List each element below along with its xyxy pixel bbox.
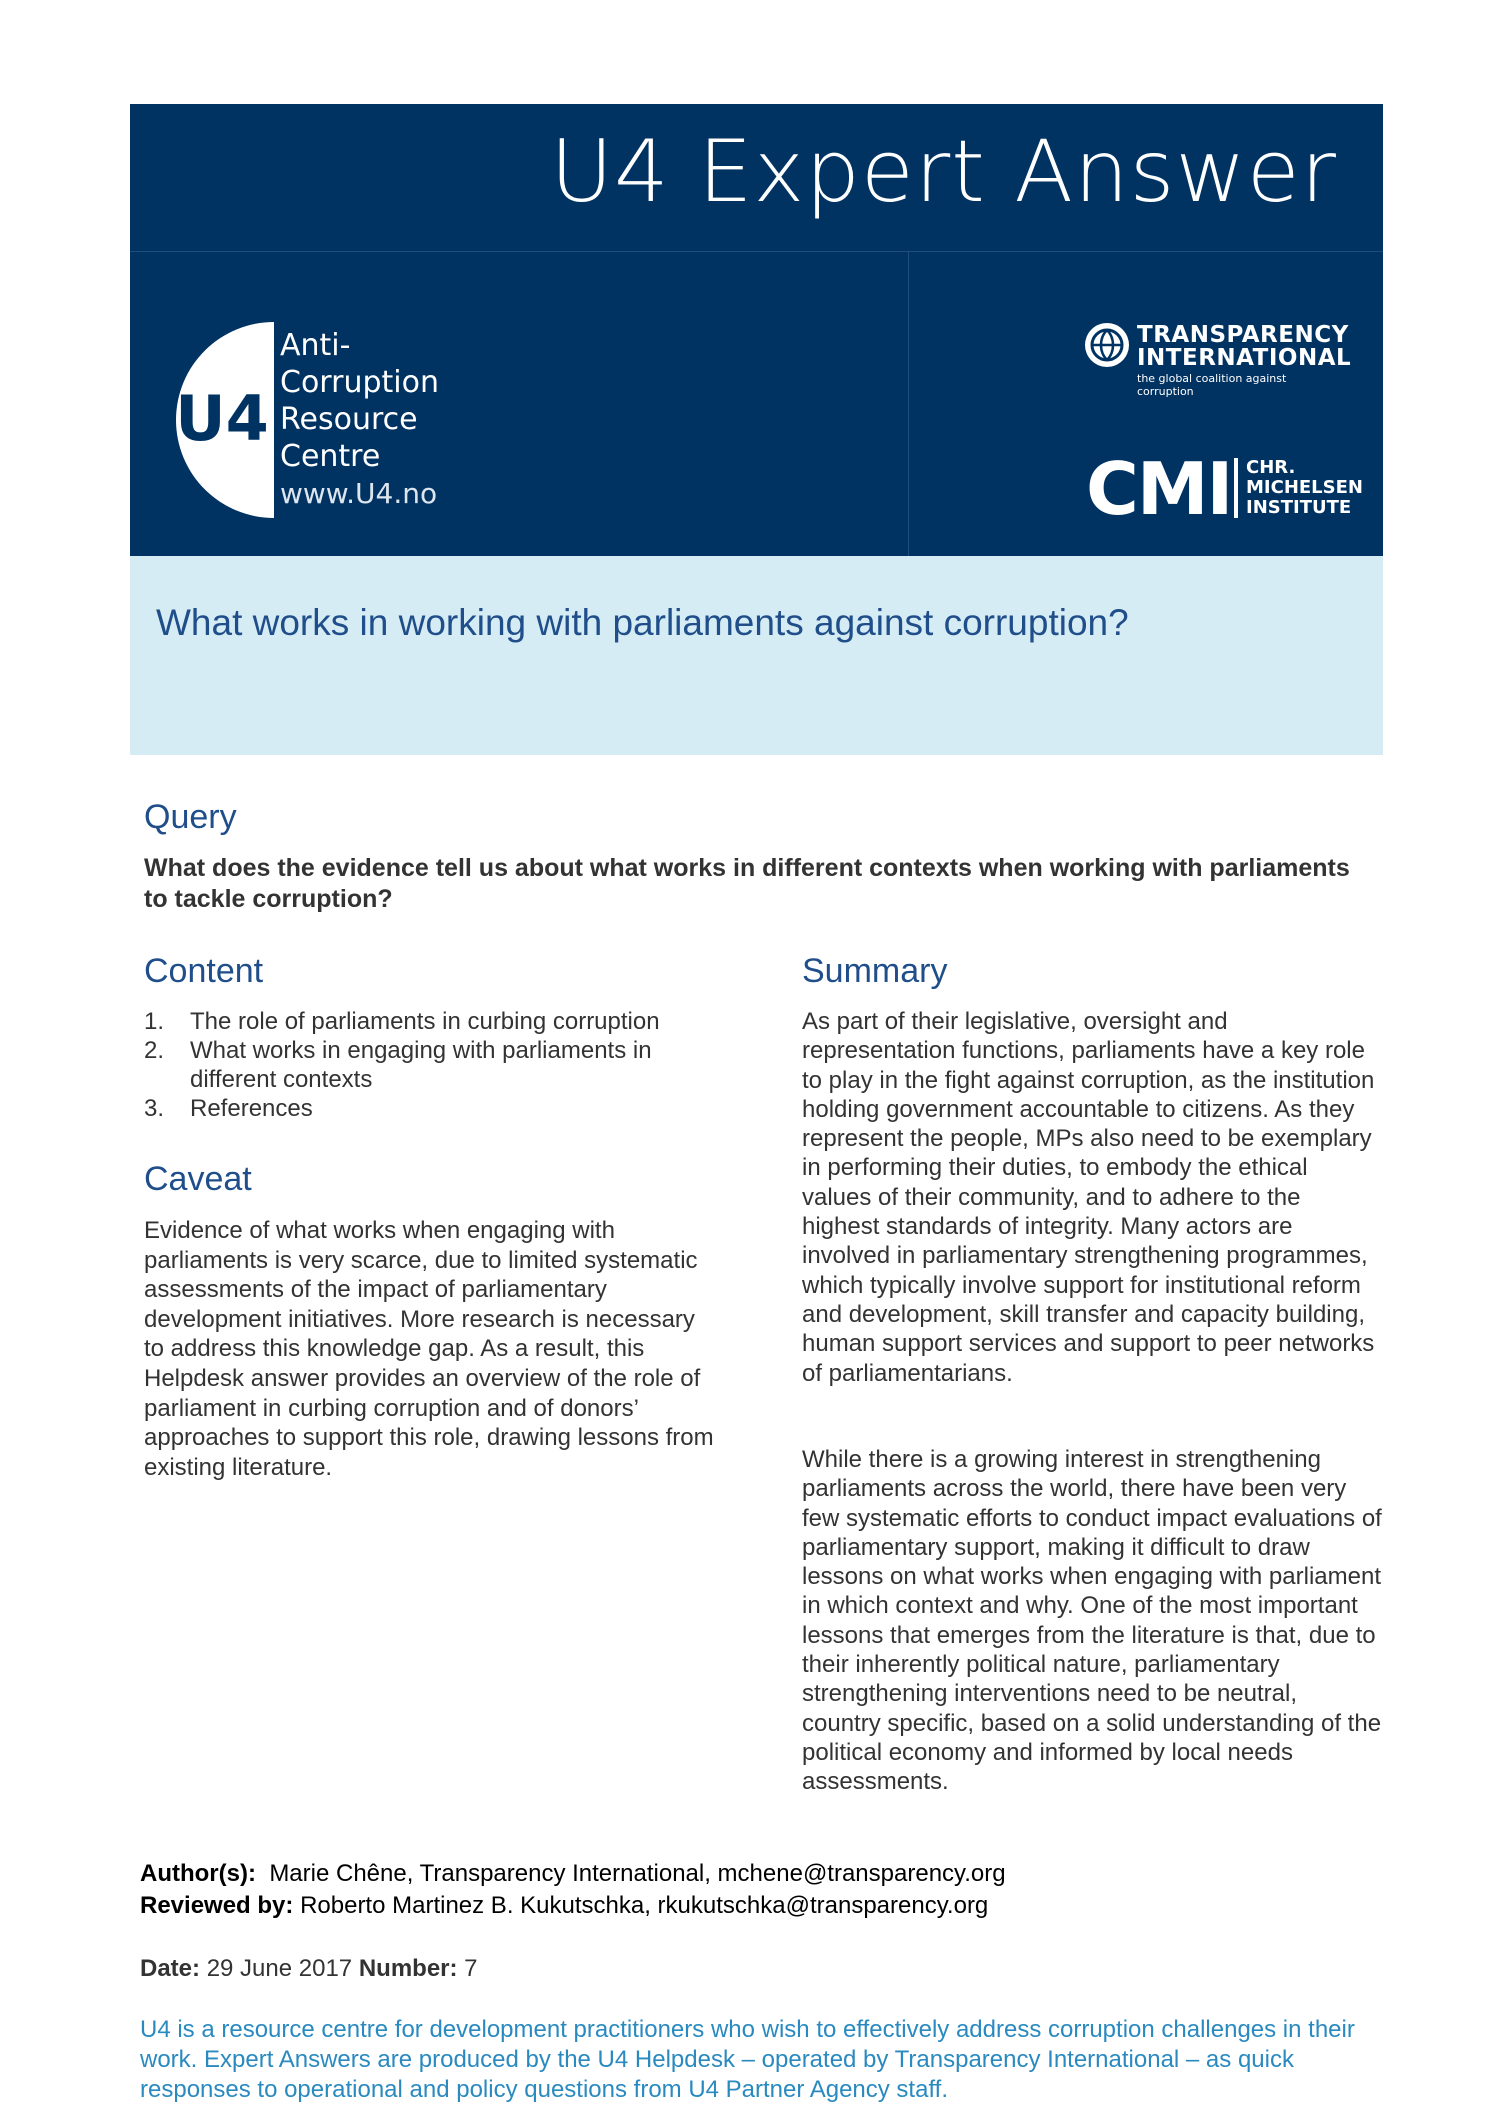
u4-logo [164,322,274,518]
transparency-international-logo [1083,320,1352,398]
ti-name-line-1: TRANSPARENCY [1137,322,1349,348]
title-band [130,556,1383,755]
ti-globe-icon [1083,320,1131,370]
banner-divider-vertical [908,252,909,556]
content-item[interactable] [144,1007,704,1036]
date-label: Date: [140,1955,201,1982]
reviewer-line [140,1890,1360,1922]
date-value: 29 June 2017 [206,1955,353,1982]
footer-note: U4 is a resource centre for development practitioners who wish to effectively address corruption challenges in their work. Expert Answers are produced by the U4 Helpdesk – operated by Transparency International – as quick responses to operational and policy questions from U4 Partner Agency staff. [140,2016,1355,2103]
u4-url: www.U4.no [280,477,438,510]
cmi-acronym: CMI [1086,447,1232,531]
series-title: U4 Expert Answer [550,122,1337,222]
u4-tagline-line-2: Corruption [280,365,439,400]
content-item-number: 1. [144,1008,165,1035]
number-value: 7 [464,1955,478,1982]
cmi-logo [1086,447,1363,532]
cmi-name-line-1: CHR. [1246,457,1296,478]
date-number-line [140,1955,478,1983]
content-heading: Content [144,952,264,990]
summary-paragraph-1: As part of their legislative, oversight and representation functions, parliaments have a key role to play in the fight against corruption, as the institution holding government accountable to citizens. As they represent the people, MPs also need to be exemplary in performing their duties, to embody the ethical values of their community, and to adhere to the highest standards of integrity. Many actors are involved in parliamentary strengthening programmes, which typically involve support for institutional reform and development, skill transfer and capacity building, human support services and support to peer networks of parliamentarians. [802,1008,1375,1387]
caveat-text: Evidence of what works when engaging with parliaments is very scarce, due to limited systematic assessments of the impact of parliamentary development initiatives. More research is necessary to address this knowledge gap. As a result, this Helpdesk answer provides an overview of the role of parliament in curbing corruption and of donors’ approaches to support this role, drawing lessons from existing literature. [144,1217,714,1481]
reviewer-value: Roberto Martinez B. Kukutschka, rkukutschka@transparency.org [300,1892,989,1919]
caveat-heading: Caveat [144,1160,252,1198]
ti-name-line-2: INTERNATIONAL [1137,345,1352,371]
content-item-label: The role of parliaments in curbing corruption [190,1008,660,1035]
ti-tagline: the global coalition against corruption [1137,372,1287,398]
author-label: Author(s): [140,1860,256,1887]
reviewer-label: Reviewed by: [140,1892,294,1919]
u4-tagline-line-4: Centre [280,439,381,474]
summary-heading: Summary [802,952,948,990]
content-list [144,1007,704,1123]
query-text: What does the evidence tell us about what works in different contexts when working with parliaments to tackle corruption? [144,854,1350,913]
header-banner [130,104,1383,556]
credits [140,1858,1360,1922]
content-item[interactable] [144,1094,704,1123]
content-item-number: 2. [144,1037,165,1064]
query-heading: Query [144,798,237,836]
u4-logo-text: U4 [175,382,269,455]
cmi-name [1246,458,1363,518]
u4-tagline-line-1: Anti- [280,328,351,363]
u4-tagline [280,327,439,512]
content-item[interactable] [144,1036,704,1094]
content-item-label: What works in engaging with parliaments in different contexts [190,1037,652,1093]
cmi-name-line-3: INSTITUTE [1246,497,1352,518]
cmi-separator [1234,458,1238,518]
author-value: Marie Chêne, Transparency International, mchene@transparency.org [269,1860,1006,1887]
document-title: What works in working with parliaments against corruption? [156,602,1129,643]
summary-paragraph-2: While there is a growing interest in strengthening parliaments across the world, there have been very few systematic efforts to conduct impact evaluations of parliamentary support, making it difficult to draw lessons on what works when engaging with parliament in which context and why. One of the most important lessons that emerges from the literature is that, due to their inherently political nature, parliamentary strengthening interventions need to be neutral, country specific, based on a solid understanding of the political economy and informed by local needs assessments. [802,1446,1382,1796]
u4-tagline-line-3: Resource [280,402,418,437]
banner-divider-horizontal [130,251,1383,252]
number-label: Number: [358,1955,458,1982]
cmi-name-line-2: MICHELSEN [1246,477,1363,498]
content-item-label: References [190,1095,313,1122]
author-line [140,1858,1360,1890]
content-item-number: 3. [144,1095,165,1122]
